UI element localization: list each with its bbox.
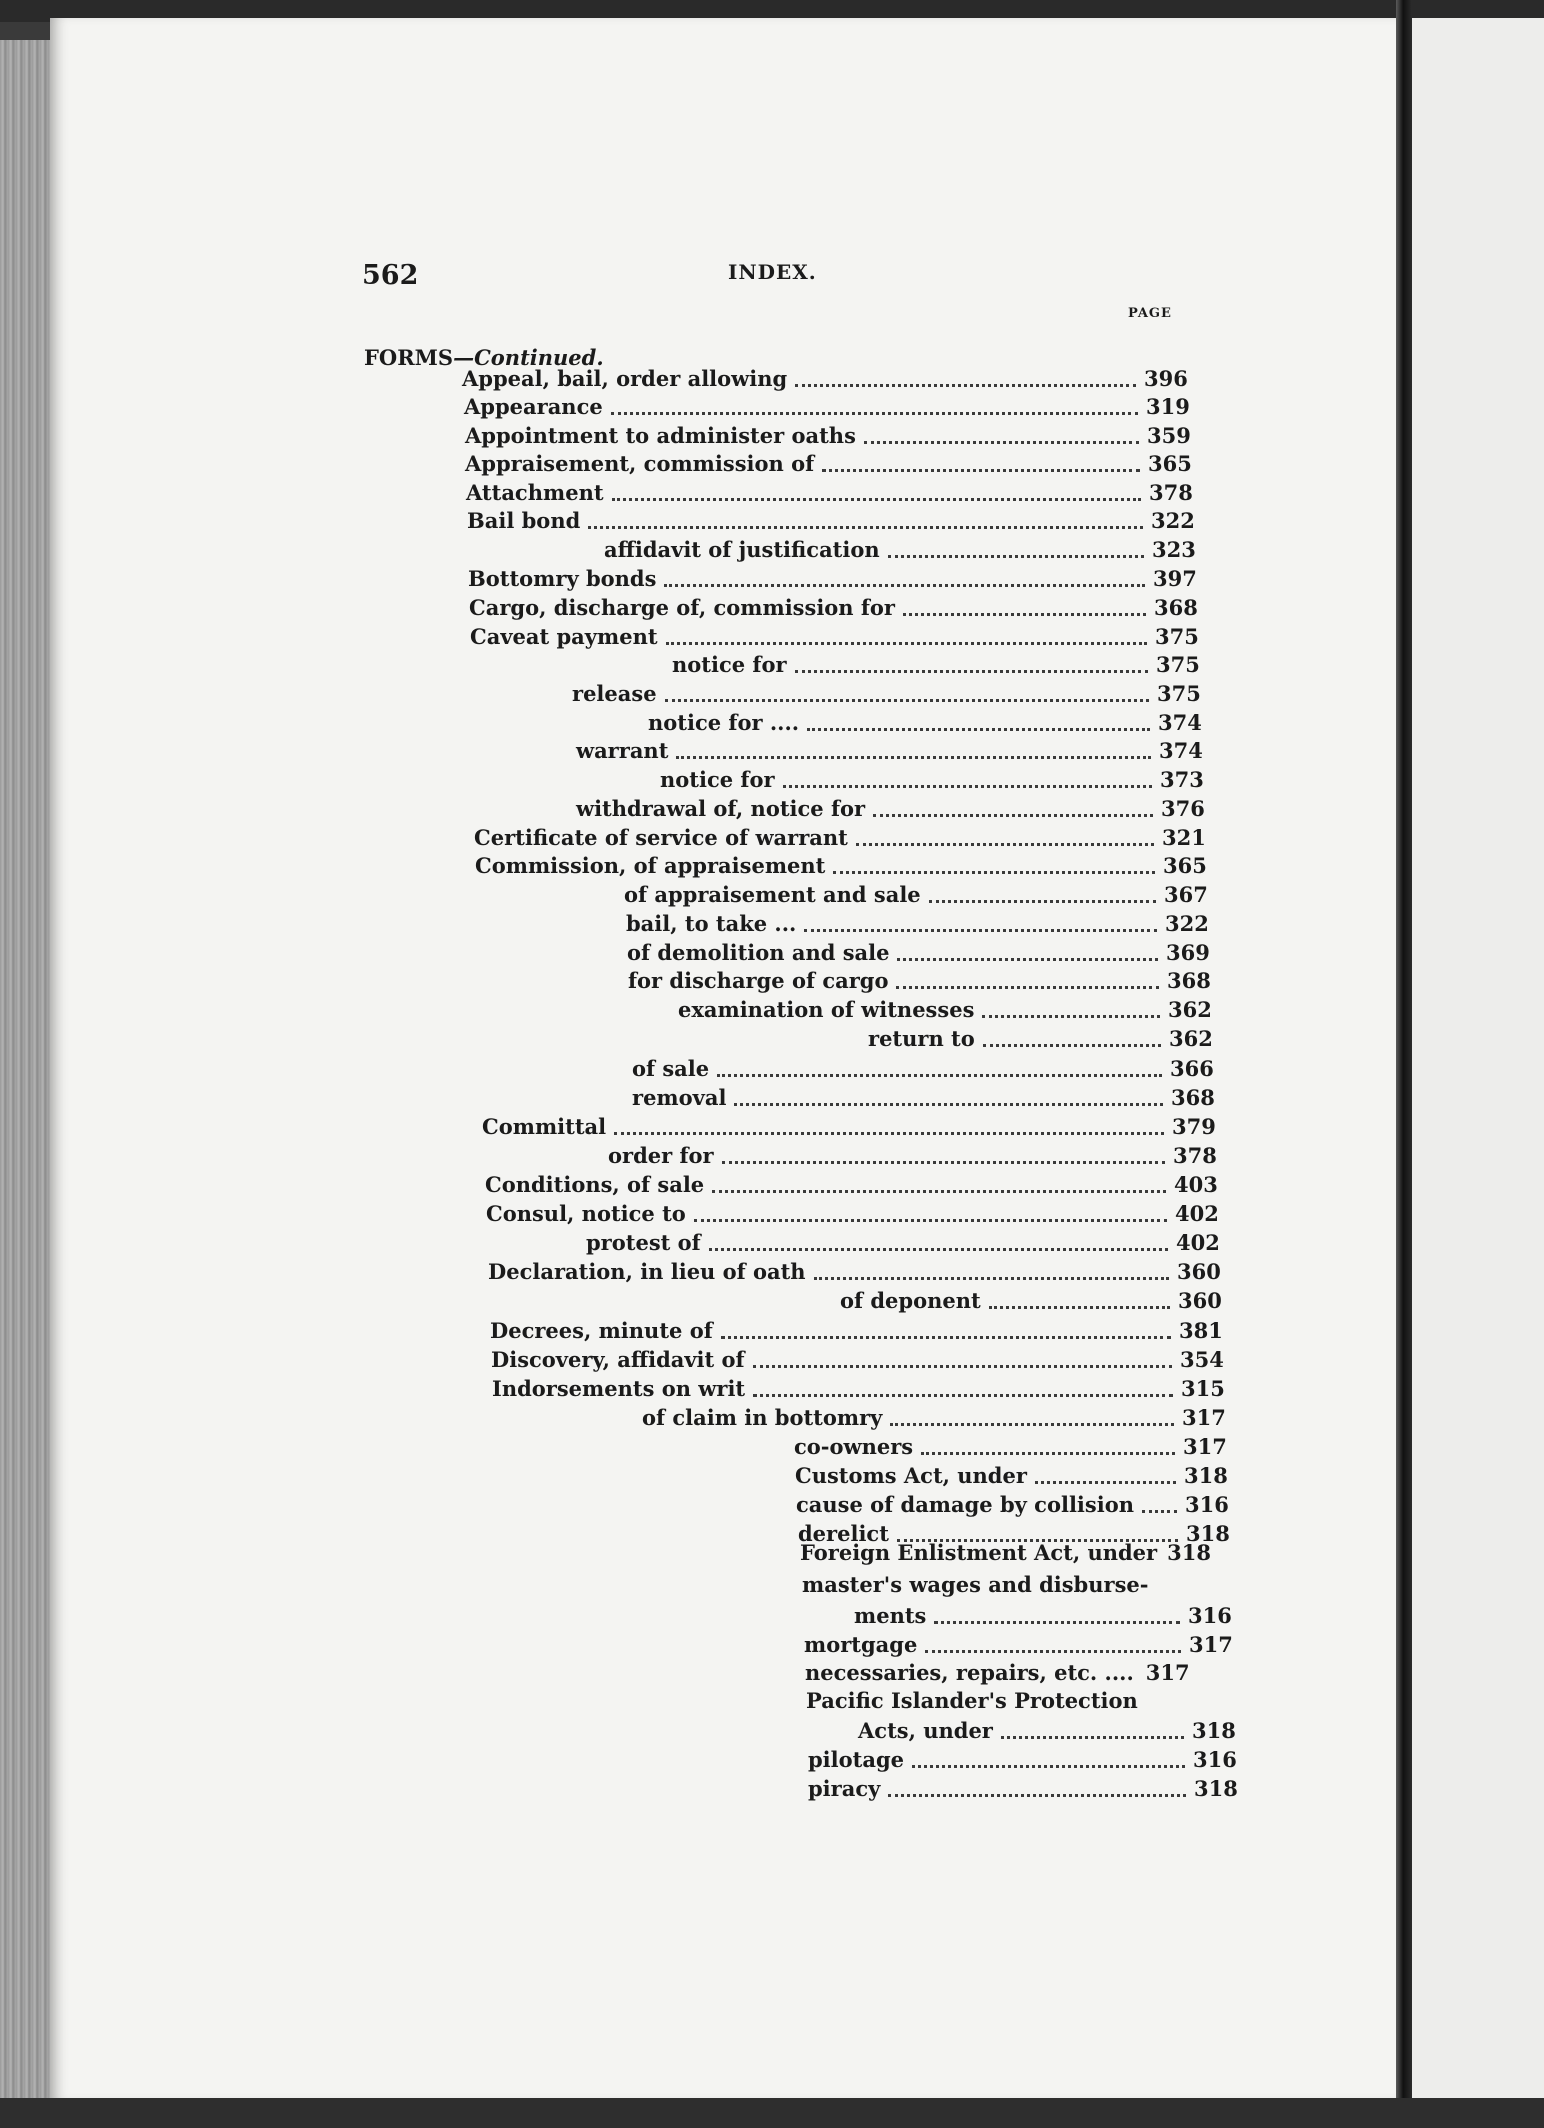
entry-text: ments xyxy=(854,1603,927,1628)
index-entry xyxy=(466,480,1193,506)
book-spine xyxy=(1396,0,1412,2110)
dot-leader xyxy=(753,1365,1172,1368)
entry-text: Conditions, of sale xyxy=(485,1172,705,1197)
entry-text: mortgage xyxy=(804,1632,918,1657)
dot-leader xyxy=(833,871,1155,874)
dot-leader xyxy=(856,843,1154,846)
index-entry xyxy=(840,1288,1222,1314)
entry-page: 365 xyxy=(1163,853,1207,878)
entry-text: Discovery, affidavit of xyxy=(491,1347,745,1372)
entry-page: 375 xyxy=(1156,652,1200,677)
entry-text: Bail bond xyxy=(467,508,581,533)
entry-page: 403 xyxy=(1174,1172,1218,1197)
index-entry: Pacific Islander's Protection xyxy=(806,1688,1138,1713)
entry-page: 318 xyxy=(1194,1776,1238,1801)
entry-text: of appraisement and sale xyxy=(624,882,921,907)
index-entry xyxy=(467,508,1195,534)
dot-leader xyxy=(822,469,1140,472)
dot-leader xyxy=(814,1277,1169,1280)
entry-page: 402 xyxy=(1176,1230,1220,1255)
index-entry xyxy=(576,796,1205,822)
entry-page: 315 xyxy=(1181,1376,1225,1401)
entry-text: of deponent xyxy=(840,1288,981,1313)
dot-leader xyxy=(734,1103,1163,1106)
dot-leader xyxy=(795,670,1148,673)
entry-page: 322 xyxy=(1165,911,1209,936)
dot-leader xyxy=(864,441,1139,444)
index-entry xyxy=(465,423,1191,449)
index-entry xyxy=(604,537,1196,563)
entry-text: pilotage xyxy=(808,1747,904,1772)
index-entry xyxy=(795,1463,1228,1489)
entry-page: 365 xyxy=(1148,451,1192,476)
entry-text: removal xyxy=(632,1085,727,1110)
entry-text: Appeal, bail, order allowing xyxy=(462,366,788,391)
entry-text: Bottomry bonds xyxy=(468,566,657,591)
dot-leader xyxy=(722,1161,1165,1164)
entry-page: 362 xyxy=(1169,1026,1213,1051)
entry-text: Caveat payment xyxy=(470,624,658,649)
running-header: INDEX. xyxy=(728,260,817,284)
dot-leader xyxy=(753,1394,1173,1397)
dot-leader xyxy=(982,1015,1160,1018)
entry-text: notice for xyxy=(660,767,775,792)
dot-leader xyxy=(912,1765,1185,1768)
entry-text: Customs Act, under xyxy=(795,1463,1027,1488)
dot-leader xyxy=(929,900,1156,903)
heading-main: FORMS xyxy=(364,345,454,370)
index-entry xyxy=(464,394,1190,420)
entry-text: derelict xyxy=(798,1521,889,1546)
entry-page: 318 xyxy=(1184,1463,1228,1488)
page-number: 562 xyxy=(362,260,419,291)
index-entry xyxy=(794,1434,1227,1460)
entry-page: 317 xyxy=(1183,1434,1227,1459)
entry-page: 317 xyxy=(1189,1632,1233,1657)
entry-text: withdrawal of, notice for xyxy=(576,796,866,821)
dot-leader xyxy=(795,384,1136,387)
index-entry xyxy=(632,1056,1214,1082)
index-entry xyxy=(868,1026,1213,1052)
entry-page: 374 xyxy=(1158,710,1202,735)
index-entry xyxy=(470,624,1199,650)
entry-page: 316 xyxy=(1185,1492,1229,1517)
entry-page: 381 xyxy=(1179,1318,1223,1343)
entry-page: 366 xyxy=(1170,1056,1214,1081)
entry-text: of claim in bottomry xyxy=(642,1405,883,1430)
entry-text: for discharge of cargo xyxy=(628,968,889,993)
entry-text: of demolition and sale xyxy=(627,940,890,965)
facing-page-edge xyxy=(1412,18,1544,2100)
dot-leader xyxy=(717,1074,1162,1077)
entry-text: warrant xyxy=(576,738,669,763)
dot-leader xyxy=(888,1794,1186,1797)
dot-leader xyxy=(897,958,1158,961)
index-entry xyxy=(492,1376,1225,1402)
dot-leader xyxy=(1035,1481,1176,1484)
dot-leader xyxy=(612,498,1141,501)
index-entry xyxy=(804,1632,1233,1658)
dot-leader xyxy=(890,1423,1174,1426)
entry-page: 322 xyxy=(1151,508,1195,533)
index-entry xyxy=(642,1405,1226,1431)
entry-page: 360 xyxy=(1177,1259,1221,1284)
index-entry xyxy=(465,451,1192,477)
dot-leader xyxy=(934,1621,1180,1624)
entry-text: order for xyxy=(608,1143,714,1168)
index-entry xyxy=(474,825,1206,851)
index-entry xyxy=(808,1776,1238,1802)
index-entry xyxy=(485,1172,1218,1198)
entry-text: bail, to take ... xyxy=(626,911,797,936)
dot-leader xyxy=(588,526,1143,529)
entry-page: 368 xyxy=(1171,1085,1215,1110)
page-column-label: PAGE xyxy=(1128,306,1172,321)
entry-page: 318 xyxy=(1167,1540,1211,1565)
entry-page: 360 xyxy=(1178,1288,1222,1313)
entry-text: Foreign Enlistment Act, under xyxy=(800,1540,1158,1565)
entry-page: 316 xyxy=(1193,1747,1237,1772)
entry-text: Commission, of appraisement xyxy=(475,853,826,878)
entry-text: piracy xyxy=(808,1776,881,1801)
index-entry xyxy=(462,366,1188,392)
index-entry xyxy=(854,1603,1232,1629)
dot-leader xyxy=(614,1132,1164,1135)
entry-text: Decrees, minute of xyxy=(490,1318,713,1343)
dot-leader xyxy=(611,412,1138,415)
entry-page: 379 xyxy=(1172,1114,1216,1139)
dot-leader xyxy=(1001,1736,1184,1739)
entry-page: 317 xyxy=(1182,1405,1226,1430)
entry-page: 378 xyxy=(1173,1143,1217,1168)
entry-text: Committal xyxy=(482,1114,607,1139)
entry-text: Consul, notice to xyxy=(486,1201,686,1226)
dot-leader xyxy=(1142,1510,1177,1513)
index-entry xyxy=(491,1347,1224,1373)
entry-page: 354 xyxy=(1180,1347,1224,1372)
index-entry xyxy=(808,1747,1237,1773)
dot-leader xyxy=(783,785,1152,788)
entry-page: 319 xyxy=(1146,394,1190,419)
index-entry xyxy=(572,681,1201,707)
index-entry xyxy=(608,1143,1217,1169)
entry-text: examination of witnesses xyxy=(678,997,975,1022)
dot-leader xyxy=(925,1650,1181,1653)
index-entry xyxy=(576,738,1203,764)
dot-leader xyxy=(721,1336,1171,1339)
entry-text: affidavit of justification xyxy=(604,537,880,562)
dot-leader xyxy=(664,584,1145,587)
entry-text: notice for .... xyxy=(648,710,800,735)
index-entry xyxy=(488,1259,1221,1285)
dot-leader xyxy=(712,1190,1166,1193)
entry-text: return to xyxy=(868,1026,975,1051)
entry-text: Declaration, in lieu of oath xyxy=(488,1259,806,1284)
entry-page: 367 xyxy=(1164,882,1208,907)
entry-text: of sale xyxy=(632,1056,710,1081)
index-entry xyxy=(486,1201,1219,1227)
dot-leader xyxy=(804,929,1157,932)
entry-page: 317 xyxy=(1145,1660,1190,1685)
heading-continued: —Continued. xyxy=(453,345,604,370)
entry-text: cause of damage by collision xyxy=(796,1492,1134,1517)
entry-text: necessaries, repairs, etc. .... xyxy=(805,1660,1134,1685)
index-entry xyxy=(805,1660,1234,1686)
entry-text: protest of xyxy=(586,1230,701,1255)
index-entry xyxy=(796,1492,1229,1518)
index-entry xyxy=(632,1085,1215,1111)
entry-page: 374 xyxy=(1159,738,1203,763)
index-entry xyxy=(624,882,1208,908)
index-entry xyxy=(678,997,1212,1023)
entry-text: Certificate of service of warrant xyxy=(474,825,848,850)
index-entry xyxy=(482,1114,1216,1140)
entry-page: 362 xyxy=(1168,997,1212,1022)
entry-page: 318 xyxy=(1192,1718,1236,1743)
dot-leader xyxy=(676,756,1151,759)
dot-leader xyxy=(989,1306,1170,1309)
dot-leader xyxy=(807,728,1150,731)
dot-leader xyxy=(873,814,1153,817)
dot-leader xyxy=(665,699,1149,702)
index-entry xyxy=(468,566,1197,592)
dot-leader xyxy=(903,613,1146,616)
entry-page: 376 xyxy=(1161,796,1205,821)
entry-page: 316 xyxy=(1188,1603,1232,1628)
entry-page: 368 xyxy=(1167,968,1211,993)
entry-page: 402 xyxy=(1175,1201,1219,1226)
entry-page: 323 xyxy=(1152,537,1196,562)
dot-leader xyxy=(888,555,1144,558)
entry-page: 397 xyxy=(1153,566,1197,591)
entry-page: 318 xyxy=(1186,1521,1230,1546)
entry-text: Appearance xyxy=(464,394,603,419)
entry-page: 375 xyxy=(1155,624,1199,649)
entry-text: co-owners xyxy=(794,1434,914,1459)
entry-text: Indorsements on writ xyxy=(492,1376,746,1401)
entry-text: Cargo, discharge of, commission for xyxy=(469,595,895,620)
index-entry xyxy=(490,1318,1223,1344)
index-entry xyxy=(469,595,1198,621)
index-entry xyxy=(672,652,1200,678)
index-entry xyxy=(586,1230,1220,1256)
dot-leader xyxy=(694,1219,1167,1222)
index-entry xyxy=(627,940,1210,966)
index-entry xyxy=(628,968,1211,994)
dot-leader xyxy=(666,642,1147,645)
scan-bottom-edge xyxy=(0,2098,1544,2128)
entry-page: 368 xyxy=(1154,595,1198,620)
entry-text: Appointment to administer oaths xyxy=(465,423,856,448)
entry-page: 396 xyxy=(1144,366,1188,391)
index-entry xyxy=(648,710,1202,736)
entry-page: 369 xyxy=(1166,940,1210,965)
dot-leader xyxy=(709,1248,1168,1251)
index-entry xyxy=(475,853,1207,879)
dot-leader xyxy=(983,1044,1161,1047)
index-entry: master's wages and disburse- xyxy=(802,1572,1149,1597)
index-entry xyxy=(858,1718,1236,1744)
entry-page: 378 xyxy=(1149,480,1193,505)
dot-leader xyxy=(921,1452,1175,1455)
entry-text: Acts, under xyxy=(858,1718,993,1743)
entry-text: notice for xyxy=(672,652,787,677)
index-entry xyxy=(626,911,1209,937)
entry-page: 321 xyxy=(1162,825,1206,850)
index-entry xyxy=(660,767,1204,793)
entry-page: 373 xyxy=(1160,767,1204,792)
entry-page: 359 xyxy=(1147,423,1191,448)
entry-page: 375 xyxy=(1157,681,1201,706)
index-entry xyxy=(800,1540,1231,1566)
entry-text: release xyxy=(572,681,657,706)
entry-text: Attachment xyxy=(466,480,604,505)
dot-leader xyxy=(896,986,1159,989)
entry-text: Appraisement, commission of xyxy=(465,451,815,476)
